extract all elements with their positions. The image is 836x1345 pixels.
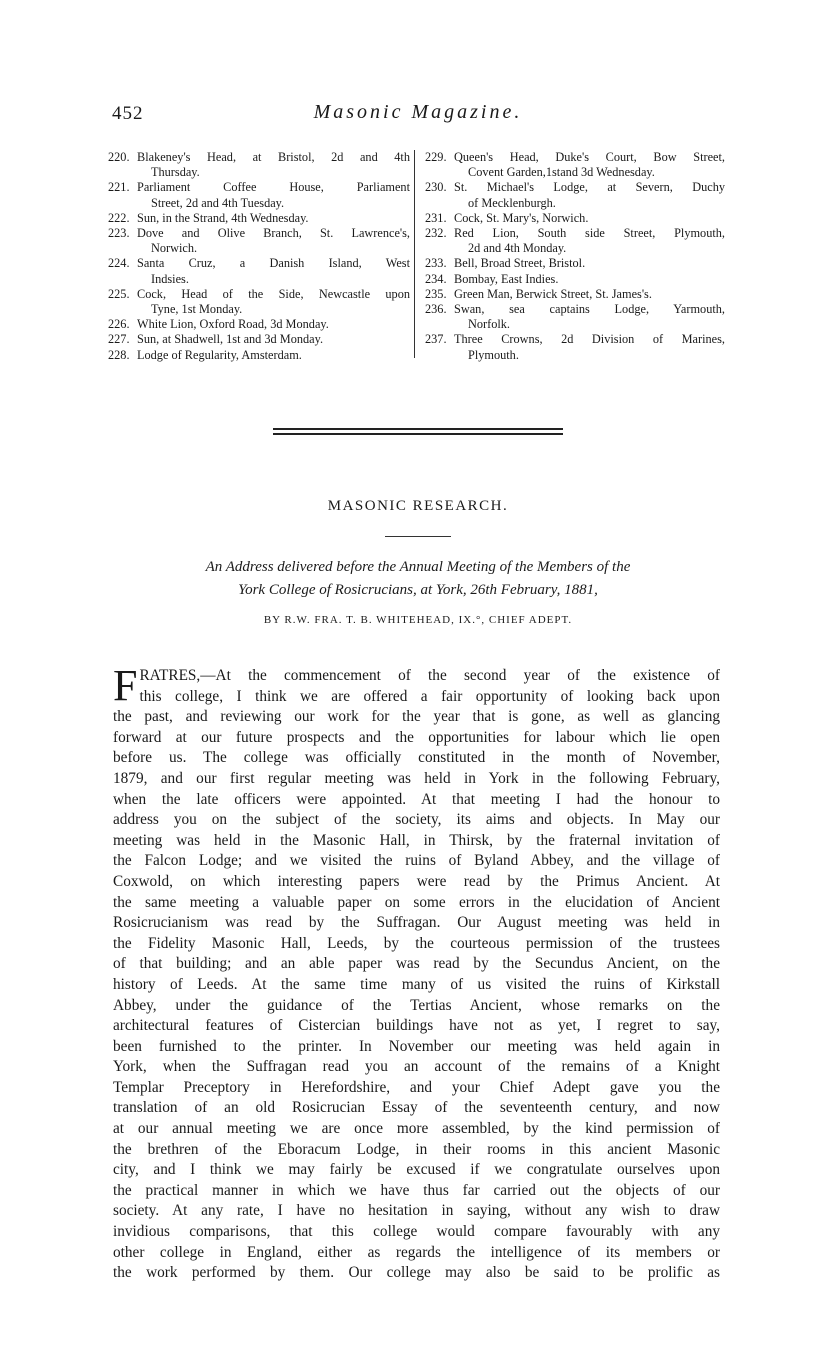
- body-line: at our annual meeting we are once more assembled, by the kind permission of: [113, 1120, 720, 1138]
- lodge-description-line: Red Lion, South side Street, Plymouth,: [454, 226, 725, 241]
- lodge-description-line: Street, 2d and 4th Tuesday.: [151, 195, 285, 210]
- lodge-number: 234.: [425, 271, 447, 286]
- lodge-list-right-column: [425, 150, 725, 363]
- lodge-description-line: Bombay, East Indies.: [454, 271, 559, 286]
- lodge-number: 229.: [425, 150, 447, 164]
- column-divider: [414, 150, 415, 358]
- lodge-number: 228.: [108, 347, 130, 362]
- lodge-list-left-column: [108, 150, 410, 363]
- body-line: Abbey, under the guidance of the Tertias Ancient, whose remarks on the: [113, 996, 720, 1014]
- lodge-entry: [425, 302, 725, 332]
- body-line: meeting was held in the Masonic Hall, in Thirsk, by the fraternal invitation of: [113, 831, 720, 849]
- lodge-description-line: Thursday.: [151, 165, 200, 180]
- body-line: the past, and reviewing our work for the year that is gone, as well as glancing: [113, 708, 720, 726]
- lodge-entry: [108, 287, 410, 317]
- lodge-entry: [425, 211, 725, 226]
- title-underline-rule: [385, 536, 451, 537]
- body-line: before us. The college was officially constituted in the month of November,: [113, 749, 720, 767]
- lodge-entry: [425, 150, 725, 180]
- article-body: [113, 661, 720, 1284]
- body-line: Coxwold, on which interesting papers were read by the Primus Ancient. At: [113, 872, 720, 890]
- body-line: the Fidelity Masonic Hall, Leeds, by the courteous permission of the trustees: [113, 934, 720, 952]
- lodge-entry: [108, 226, 410, 256]
- body-line: Templar Preceptory in Herefordshire, and your Chief Adept gave you the: [113, 1078, 720, 1096]
- subtitle-line-2: York College of Rosicrucians, at York, 26th February, 1881,: [238, 582, 598, 598]
- lodge-entry: [108, 348, 410, 363]
- lodge-description-line: Norfolk.: [468, 317, 511, 332]
- section-separator-rule: [273, 428, 563, 435]
- lodge-description-line: Indsies.: [151, 271, 189, 286]
- lodge-entry: [425, 180, 725, 210]
- body-line: the brethren of the Eboracum Lodge, in their rooms in this ancient Masonic: [113, 1140, 720, 1158]
- lodge-description-line: Three Crowns, 2d Division of Marines,: [454, 332, 725, 347]
- lodge-number: 236.: [425, 302, 447, 317]
- lodge-number: 225.: [108, 286, 130, 301]
- lodge-entry: [108, 256, 410, 286]
- body-line: other college in England, either as regards the intelligence of its members or: [113, 1243, 720, 1261]
- body-line: history of Leeds. At the same time many of us visited the ruins of Kirkstall: [113, 975, 720, 993]
- lodge-description-line: 2d and 4th Monday.: [468, 241, 567, 256]
- lodge-number: 235.: [425, 286, 447, 301]
- lodge-description-line: Sun, in the Strand, 4th Wednesday.: [137, 210, 309, 225]
- lodge-number: 220.: [108, 150, 130, 164]
- lodge-number: 221.: [108, 180, 130, 195]
- body-line: architectural features of Cistercian buildings have not as yet, I regret to say,: [113, 1017, 720, 1035]
- subtitle-line-1: An Address delivered before the Annual Meeting of the Members of the: [205, 559, 631, 575]
- lodge-description-line: Cock, Head of the Side, Newcastle upon: [137, 286, 410, 301]
- lodge-description-line: Parliament Coffee House, Parliament: [137, 180, 410, 195]
- body-line: been furnished to the printer. In November our meeting was held again in: [113, 1037, 720, 1055]
- lodge-number: 233.: [425, 256, 447, 271]
- lodge-entry: [425, 226, 725, 256]
- running-title: Masonic Magazine.: [313, 101, 523, 123]
- drop-cap: F: [113, 661, 138, 710]
- lodge-entry: [108, 180, 410, 210]
- lodge-number: 227.: [108, 332, 130, 347]
- lodge-description-line: Green Man, Berwick Street, St. James's.: [454, 286, 652, 301]
- lodge-entry: [108, 150, 410, 180]
- lodge-description-line: Bell, Broad Street, Bristol.: [454, 256, 586, 271]
- lodge-entry: [425, 332, 725, 362]
- body-line: 1879, and our first regular meeting was held in York in the following February,: [113, 769, 720, 787]
- body-line: the work performed by them. Our college may also be said to be prolific as: [113, 1264, 720, 1282]
- lodge-description-line: White Lion, Oxford Road, 3d Monday.: [137, 317, 329, 332]
- lodge-description-line: Norwich.: [151, 241, 198, 256]
- lodge-number: 232.: [425, 226, 447, 241]
- lodge-number: 223.: [108, 226, 130, 241]
- lodge-description-line: Plymouth.: [468, 347, 519, 362]
- lodge-description-line: Sun, at Shadwell, 1st and 3d Monday.: [137, 332, 324, 347]
- lodge-entry: [425, 256, 725, 271]
- article-title: MASONIC RESEARCH.: [327, 498, 509, 514]
- body-line: York, when the Suffragan read you an account of the remains of a Knight: [113, 1058, 720, 1076]
- body-line: city, and I think we may fairly be excused if we congratulate ourselves upon: [113, 1161, 720, 1179]
- lodge-description-line: Swan, sea captains Lodge, Yarmouth,: [454, 302, 725, 317]
- lodge-description-line: Covent Garden,1stand 3d Wednesday.: [468, 165, 655, 180]
- lodge-description-line: of Mecklenburgh.: [468, 195, 556, 210]
- lodge-description-line: Lodge of Regularity, Amsterdam.: [137, 347, 302, 362]
- article-byline: BY R.W. FRA. T. B. WHITEHEAD, IX.°, CHIEF ADEPT.: [263, 614, 573, 626]
- lodge-number: 237.: [425, 332, 447, 347]
- lodge-description-line: Dove and Olive Branch, St. Lawrence's,: [137, 226, 410, 241]
- body-line: when the late officers were appointed. At that meeting I had the honour to: [113, 790, 720, 808]
- article-subtitle: [120, 556, 716, 602]
- lodge-description-line: Queen's Head, Duke's Court, Bow Street,: [454, 150, 725, 164]
- body-line: invidious comparisons, that this college would compare favourably with any: [113, 1223, 720, 1241]
- body-line: translation of an old Rosicrucian Essay of the seventeenth century, and now: [113, 1099, 720, 1117]
- body-line: RATRES,—At the commencement of the second year of the existence of: [139, 667, 720, 684]
- lodge-number: 224.: [108, 256, 130, 271]
- body-line: forward at our future prospects and the opportunities for labour which lie open: [113, 728, 720, 746]
- lodge-number: 226.: [108, 317, 130, 332]
- body-line: society. At any rate, I have no hesitation in saying, without any wish to draw: [113, 1202, 720, 1220]
- body-line: of that building; and an able paper was read by the Secundus Ancient, on the: [113, 955, 720, 973]
- lodge-entry: [108, 332, 410, 347]
- body-line: the practical manner in which we have thus far carried out the objects of our: [113, 1181, 720, 1199]
- lodge-number: 231.: [425, 210, 447, 225]
- body-line: address you on the subject of the society, its aims and objects. In May our: [113, 811, 720, 829]
- lodge-number: 222.: [108, 210, 130, 225]
- lodge-entry: [108, 317, 410, 332]
- lodge-description-line: Santa Cruz, a Danish Island, West: [137, 256, 410, 271]
- body-line: the Falcon Lodge; and we visited the ruins of Byland Abbey, and the village of: [113, 852, 720, 870]
- lodge-number: 230.: [425, 180, 447, 195]
- lodge-description-line: Tyne, 1st Monday.: [151, 302, 243, 317]
- page-number: 452: [112, 103, 144, 124]
- lodge-description-line: Cock, St. Mary's, Norwich.: [454, 210, 589, 225]
- opening-paragraph-start: [113, 661, 720, 710]
- lodge-entry: [425, 272, 725, 287]
- lodge-description-line: St. Michael's Lodge, at Severn, Duchy: [454, 180, 725, 195]
- body-line: the same meeting a valuable paper on some errors in the elucidation of Ancient: [113, 893, 720, 911]
- lodge-entry: [108, 211, 410, 226]
- body-line: Rosicrucianism was read by the Suffragan. Our August meeting was held in: [113, 914, 720, 932]
- body-line: this college, I think we are offered a fair opportunity of looking back upon: [139, 687, 720, 705]
- lodge-entry: [425, 287, 725, 302]
- lodge-description-line: Blakeney's Head, at Bristol, 2d and 4th: [137, 150, 410, 164]
